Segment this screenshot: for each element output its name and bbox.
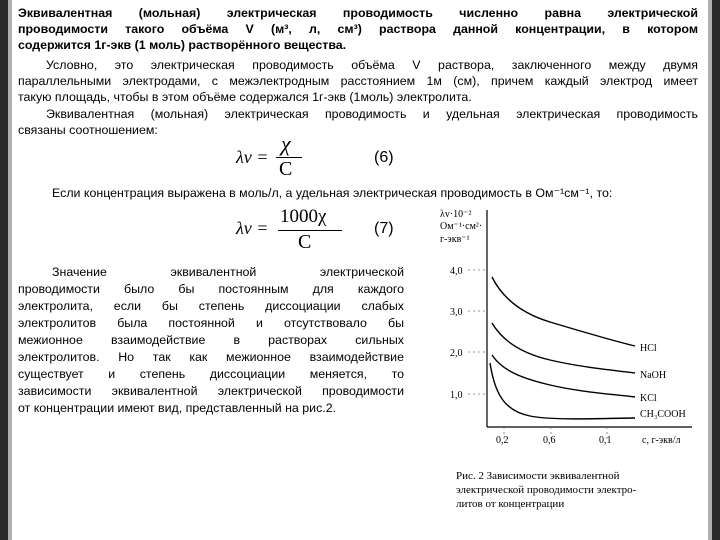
x-tick-label: 0,1: [599, 435, 612, 446]
series-label-hcl: HCl: [640, 343, 657, 354]
gridlines: [468, 270, 607, 441]
series-label-ch3cooh: CH₃COOH: [640, 409, 686, 420]
p5-line: проводимости было бы постоянным для каждого: [18, 282, 404, 296]
y-axis-label: [440, 209, 482, 245]
p1-line-1: Эквивалентная (мольная) электрическая проводимость численно равна электрической: [18, 6, 698, 20]
p1-line-3: содержится 1г-экв (1 моль) растворённого вещества.: [18, 38, 347, 52]
p5-line: существует и степень диссоциации меняется, то: [18, 367, 404, 381]
p5-line: зависимости эквивалентной электрической проводимости: [18, 384, 404, 398]
series-line-naoh: [492, 323, 635, 373]
p1-line-2: проводимости такого объёма V (м³, л, см³) раствора данной концентрации, в котором: [18, 22, 698, 36]
y-label-line: λv·10⁻²: [440, 209, 472, 220]
x-tick-label: 0,2: [496, 435, 509, 446]
y-tick-label: 3,0: [450, 307, 463, 318]
p5-line: электролитов. Но так как межионное взаимодействие: [18, 350, 404, 364]
p3-line-2: связаны соотношением:: [18, 123, 158, 137]
formula-6-numerator: χ: [281, 131, 291, 156]
x-tick-label: 0,6: [543, 435, 556, 446]
x-axis-label: с, г-экв/л: [642, 435, 681, 446]
y-tick-label: 4,0: [450, 266, 463, 277]
left-frame-inner-bar: [8, 0, 12, 540]
p5-line: электролитов была постоянной и отсутствовало бы: [18, 316, 404, 330]
y-label-line: г-экв⁻¹: [440, 234, 470, 245]
formula-7-number: (7): [374, 220, 394, 237]
caption-line: Рис. 2 Зависимости эквивалентной: [456, 470, 620, 482]
p2-line-2: параллельными электродами, с межэлектродным расстоянием 1м (см), причем каждый электрод имеет: [18, 74, 698, 88]
formula-6-number: (6): [374, 149, 394, 166]
formula-6-lhs: λv =: [236, 147, 269, 167]
p2-line-3: такую площадь, чтобы в этом объёме содержался 1г-экв (1моль) электролита.: [18, 90, 472, 104]
caption-line: электрической проводимости электро-: [456, 484, 637, 496]
p2-line-1: Условно, это электрическая проводимость объёма V раствора, заключенного между двумя: [46, 58, 698, 72]
formula-6-denominator: C: [279, 158, 293, 180]
caption-line: литов от концентрации: [456, 498, 565, 510]
left-frame-bar: [0, 0, 8, 540]
y-label-line: Ом⁻¹·см²·: [440, 221, 483, 232]
conductivity-figure: [420, 205, 700, 475]
p5-line: электролита, если бы степень диссоциации слабых: [18, 299, 404, 313]
p5-line: Значение эквивалентной электрической: [52, 265, 404, 279]
series-line-hcl: [492, 277, 635, 346]
series-label-kcl: KCl: [640, 393, 657, 404]
formula-7-numerator: 1000χ: [280, 206, 327, 227]
right-frame-bar: [712, 0, 720, 540]
series-label-naoh: NaOH: [640, 370, 667, 381]
p3-line-1: Эквивалентная (мольная) электрическая проводимость и удельная электрическая проводимость: [46, 107, 698, 121]
formula-7-lhs: λv =: [236, 218, 269, 238]
p5-line: межионное взаимодействие в растворах сильных: [18, 333, 404, 347]
series-line-kcl: [492, 355, 635, 397]
y-tick-label: 2,0: [450, 348, 463, 359]
p4-line: Если концентрация выражена в моль/л, а удельная электрическая проводимость в Ом⁻¹см⁻¹, то:: [52, 186, 613, 200]
formula-7-denominator: C: [298, 231, 312, 253]
right-frame-inner-bar: [708, 0, 712, 540]
y-tick-label: 1,0: [450, 390, 463, 401]
p5-line: от концентрации имеют вид, представленный на рис.2.: [18, 401, 337, 415]
